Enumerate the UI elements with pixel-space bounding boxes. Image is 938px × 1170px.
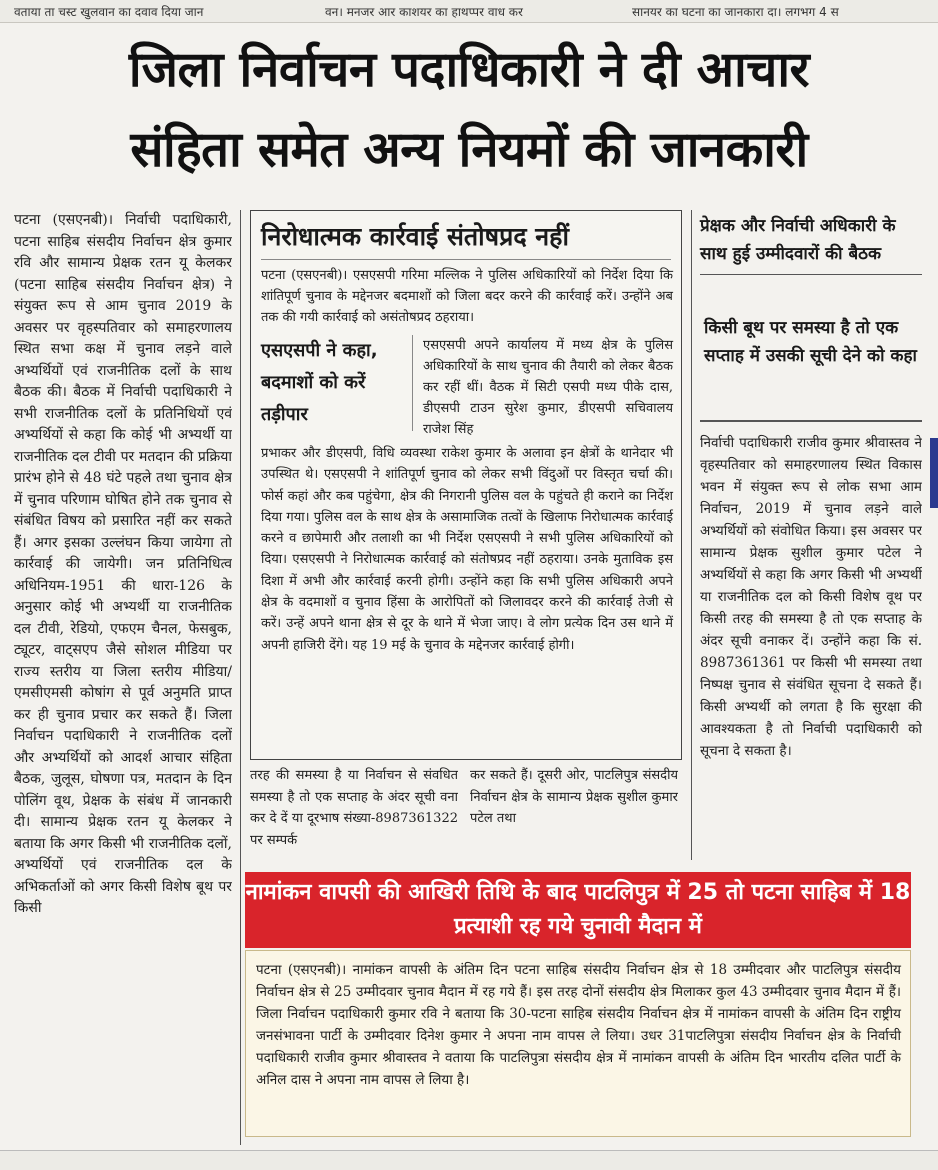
left-column-paragraph: पटना (एसएनबी)। निर्वाची पदाधिकारी, पटना साहिब संसदीय निर्वाचन क्षेत्र कुमार रवि और सामान्य प्रेक्षक रतन यू केलकर (पटना साहिब संसदीय निर्वाचन क्षेत्र) ने संयुक्त रूप से आम चुनाव 2019 के अवसर पर वृहस्पतिवार को समाहरणालय स्थित सभा कक्ष में चुनाव लड़ने वाले अभ्यर्थियों एवं राजनीतिक दलों के साथ बैठक की। बैठक में निर्वाची पदाधिकारी ने सभी राजनीतिक दलों के प्रतिनिधियों एवं अभ्यर्थियों से कहा कि कोई भी अभ्यर्थी या राजनीतिक दल टीवी पर मतदान की प्रक्रिया प्रारंभ होने से 48 घंटे पहले तथा चुनाव क्षेत्र में चुनाव परिणाम घोषित होने तक चुनाव से संबंधित विषय को प्रसारित नहीं कर सकते हैं। अगर इसका उल्लंघन किया जायेगा तो कार्रवाई की जायेगी। जन प्रतिनिधित्व अधिनियम-1951 की धारा-126 के अनुसार कोई भी अभ्यर्थी या राजनीतिक दल टीवी, रेडियो, एफएम चैनल, फेसबुक, ट्यूटर, वाट्सएप जैसे सोशल मीडिया पर राज्य स्तरीय या जिला स्तरीय मीडिया/ एमसीएमसी कोषांग से पूर्व अनुमति प्राप्त कर ही चुनाव प्रचार कर सकते हैं। जिला निर्वाचन पदाधिकारी ने राजनीतिक दलों और अभ्यर्थियों को आदर्श आचार संहिता बैठक, जुलूस, घोषणा पत्र, मतदान के दिन पोलिंग वूथ, प्रेक्षक के संबंध में जानकारी दी। सामान्य प्रेक्षक रतन यू केलकर ने बताया कि अगर किसी भी राजनीतिक दलों, अभ्यर्थियों एवं राजनीतिक दल के अभिकर्ताओं को अगर किसी विशेष बूथ पर किसी — [14, 212, 232, 916]
previous-article-text-middle: वन। मनजर आर काशयर का हाथप्पर वाध कर — [325, 5, 523, 19]
right-column-subhead-2: किसी बूथ पर समस्या है तो एक सप्ताह में उसकी सूची देने को कहा — [704, 318, 917, 366]
next-article-strip — [0, 1150, 938, 1170]
right-column-subhead-rule — [700, 420, 922, 422]
previous-article-text-left: वताया ता चस्ट खुलवान का दवाव दिया जान — [14, 5, 204, 19]
left-column-article — [14, 210, 232, 1145]
right-column-subhead-1: प्रेक्षक और निर्वाची अधिकारी के साथ हुई उम्मीदवारों की बैठक — [700, 212, 922, 275]
center-story-lead: पटना (एसएनबी)। एसएसपी गरिमा मल्लिक ने पुलिस अधिकारियों को निर्देश दिया कि शांतिपूर्ण चुनाव के मद्देनजर बदमाशों को जिला बदर करने की कार्रवाई करें। उन्होंने अब तक की गयी कार्रवाई को असंतोषप्रद ठहराया। — [261, 268, 673, 325]
center-boxed-story — [250, 210, 682, 760]
below-box-column-2: कर सकते हैं। दूसरी ओर, पाटलिपुत्र संसदीय निर्वाचन क्षेत्र के सामान्य प्रेक्षक सुशील कुमार पटेल तथा — [470, 768, 678, 826]
previous-article-strip — [0, 0, 938, 23]
previous-article-text-right: सानयर का घटना का जानकारा दा। लगभग 4 स — [632, 5, 839, 19]
main-headline-line2: संहिता समेत अन्य नियमों की जानकारी — [130, 121, 808, 178]
center-story-side-text: एसएसपी अपने कार्यालय में मध्य क्षेत्र के पुलिस अधिकारियों के साथ चुनाव की तैयारी को लेकर बैठक कर रहीं थीं। वैठक में सिटी एसपी मध्य पीके दास, डीएसपी टाउन सुरेश कुमार, डीएसपी सचिवालय राजेश सिंह — [423, 338, 673, 437]
page-edge-mark — [930, 438, 938, 508]
center-story-pullquote: एसएसपी ने कहा, बदमाशों को करें तड़ीपार — [261, 335, 413, 431]
center-story-body: प्रभाकर और डीएसपी, विधि व्यवस्था राकेश कुमार के अलावा इन क्षेत्रों के थानेदार भी उपस्थित थे। एसएसपी ने शांतिपूर्ण चुनाव को लेकर सभी विंदुओं पर विस्तृत चर्चा की। फोर्स कहां और कब पहुंचेगा, क्षेत्र की निगरानी पुलिस वल के पहुंचते ही कराने का निर्देश दिया गया। पुलिस वल के साथ क्षेत्र के असामाजिक तत्वों के खिलाफ निरोधात्मक कार्रवाई करने व छापेमारी और तलाशी का भी निर्देश एसएसपी ने सभी पुलिस अधिकारियों को दिया। एसएसपी ने निरोधात्मक कार्रवाई को संतोषप्रद नहीं ठहराया। उनके मुताविक इस दिशा में अभी और कार्रवाई करनी होगी। उन्होंने कहा कि सभी पुलिस अधिकारी अपने क्षेत्र के वदमाशों व चुनाव हिंसा के आरोपितों को जिलावदर करने की कार्रवाई तेजी से करें। उन्हें अपने थाना क्षेत्र से दूर के थाने में भेजा जाए। वे लोग प्रत्येक दिन उस थाने में अपनी हाजिरी देंगे। यह 19 मई के चुनाव के मद्देनजर कार्रवाई होगी। — [261, 446, 673, 653]
main-headline — [0, 30, 938, 190]
below-box-column-1: तरह की समस्या है या निर्वाचन से संवधित समस्या है तो एक सप्ताह के अंदर सूची वना कर दे दें या दूरभाष संख्या-8987361322 पर सम्पर्क — [250, 768, 458, 848]
column-divider-left — [240, 210, 241, 1145]
bottom-story-headline-banner: नामांकन वापसी की आखिरी तिथि के बाद पाटलिपुत्र में 25 तो पटना साहिब में 18 प्रत्याशी रह गये चुनावी मैदान में — [245, 872, 911, 948]
center-story-title: निरोधात्मक कार्रवाई संतोषप्रद नहीं — [261, 219, 671, 260]
bottom-story-body: पटना (एसएनबी)। नामांकन वापसी के अंतिम दिन पटना साहिब संसदीय निर्वाचन क्षेत्र से 18 उम्मीदवार और पाटलिपुत्र संसदीय निर्वाचन क्षेत्र से 25 उम्मीदवार चुनाव मैदान में रह गये हैं। इस तरह दोनों संसदीय क्षेत्र मिलाकर कुल 43 उम्मीदवार चुनाव मैदान में हैं। जिला निर्वाचन पदाधिकारी कुमार रवि ने बताया कि 30-पटना साहिब संसदीय निर्वाचन क्षेत्र में नामांकन वापसी के अंतिम दिन राष्ट्रीय जनसंभावना पार्टी के उम्मीदवार दिनेश कुमार ने अपना नाम वापस ले लिया। उधर 31पाटलिपुत्रा संसदीय निर्वाचन क्षेत्र के निर्वाची पदाधिकारी राजीव कुमार श्रीवास्तव ने वताया कि पाटलिपुत्रा संसदीय क्षेत्र में नामांकन वापसी के अंतिम दिन भारतीय दलित पार्टी के अनिल दास ने अपना नाम वापस ले लिया है। — [256, 962, 901, 1088]
bottom-story-box — [245, 950, 911, 1137]
column-divider-right — [691, 210, 692, 860]
right-column-body: निर्वाची पदाधिकारी राजीव कुमार श्रीवास्तव ने वृहस्पतिवार को समाहरणालय स्थित विकास भवन में संयुक्त रूप से लोक सभा आम निर्वाचन, 2019 में चुनाव लड़ने वाले अभ्यर्थियों को संवोधित किया। इस अवसर पर सामान्य प्रेक्षक सुशील कुमार पटेल ने अभ्यर्थियों से कहा कि अगर किसी भी अभ्यर्थी या राजनीतिक दल को किसी विशेष वूथ पर किसी तरह की समस्या है तो एक सप्ताह के अंदर सूची वनाकर दें। उन्होंने कहा कि सं. 8987361361 पर किसी भी समस्या तथा निष्पक्ष चुनाव से संवंधित सूचना दे सकते हैं। किसी अभ्यर्थी को लगता है कि सुरक्षा की आवश्यकता है तो निर्वाची पदाधिकारी को सूचना दे सकता है। — [700, 435, 922, 759]
main-headline-line1: जिला निर्वाचन पदाधिकारी ने दी आचार — [128, 41, 810, 98]
